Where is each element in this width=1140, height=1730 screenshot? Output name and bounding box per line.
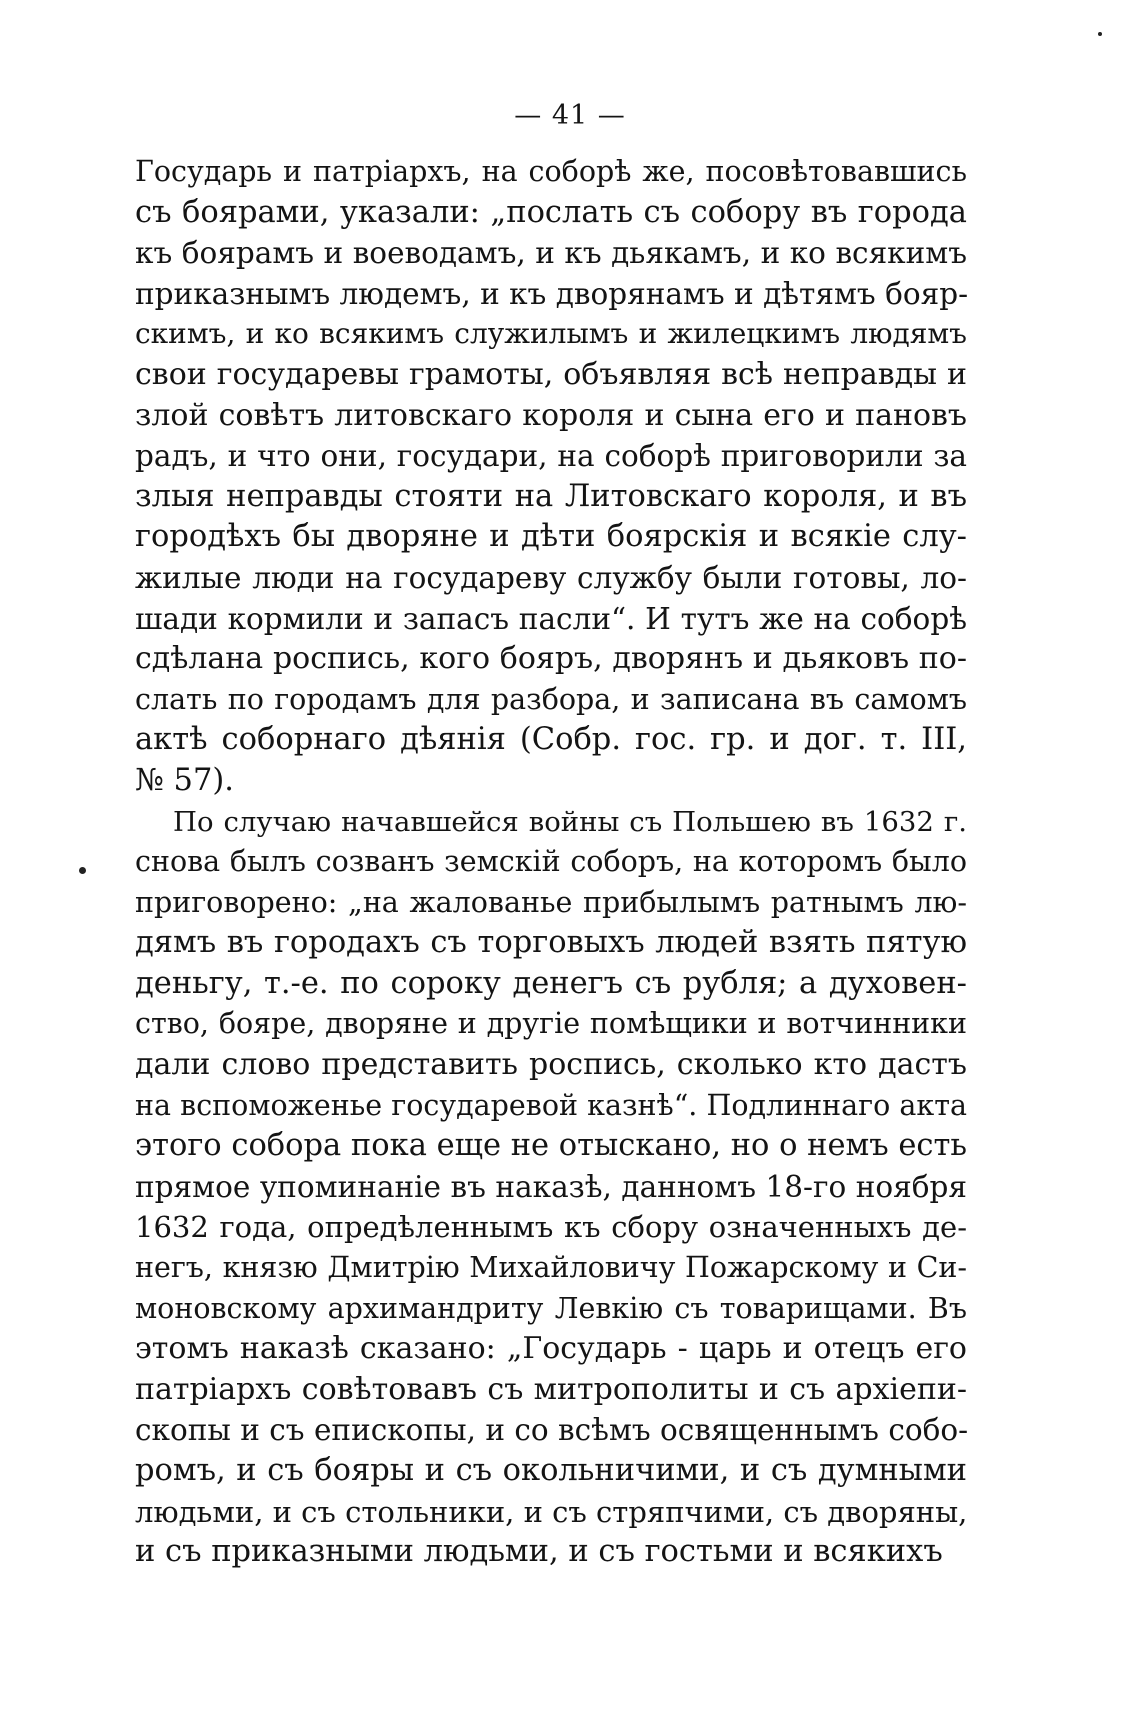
text-line: этого собора пока еще не отыскано, но о немъ есть <box>135 1128 967 1164</box>
text-line: шади кормили и запасъ пасли“. И тутъ же на соборѣ <box>135 601 967 636</box>
text-line: актѣ соборнаго дѣянія (Собр. гос. гр. и дог. т. III, <box>135 722 967 758</box>
text-line: и съ приказными людьми, и съ гостьми и всякихъ <box>135 1534 943 1570</box>
text-line: Государь и патріархъ, на соборѣ же, посовѣтовавшись <box>135 155 967 188</box>
text-line: скимъ, и ко всякимъ служилымъ и жилецкимъ людямъ <box>135 317 967 351</box>
text-line: деньгу, т.-е. по сороку денегъ съ рубля; а духовен- <box>135 965 967 1001</box>
text-line: моновскому архимандриту Левкію съ товарищами. Въ <box>135 1291 967 1325</box>
text-line: 1632 года, опредѣленнымъ къ сбору означенныхъ де- <box>135 1210 967 1245</box>
text-line: скопы и съ епископы, и со всѣмъ освященнымъ собо- <box>135 1413 969 1448</box>
page-number: — 41 — <box>514 100 626 131</box>
text-line: приказнымъ людемъ, и къ дворянамъ и дѣтямъ бояр- <box>135 276 969 311</box>
text-line: людьми, и съ стольники, и съ стряпчими, съ дворяны, <box>135 1494 968 1529</box>
body-text <box>135 152 967 1573</box>
text-line: снова былъ созванъ земскій соборъ, на которомъ было <box>135 845 967 879</box>
text-line: слать по городамъ для разбора, и записана въ самомъ <box>135 682 967 716</box>
text-line: съ боярами, указали: „послать съ собору въ города <box>135 194 967 230</box>
text-line: приговорено: „на жалованье прибылымъ ратнымъ лю- <box>135 885 967 919</box>
text-line: злыя неправды стояти на Литовскаго короля, и въ <box>135 478 967 514</box>
text-line: къ боярамъ и воеводамъ, и къ дьякамъ, и ко всякимъ <box>135 236 967 271</box>
text-line: жилые люди на государеву службу были готовы, ло- <box>135 560 967 595</box>
paragraph <box>135 152 967 802</box>
text-line: патріархъ совѣтовавъ съ митрополиты и съ архіепи- <box>135 1371 967 1407</box>
text-line: на вспоможенье государевой казнѣ“. Подлиннаго акта <box>135 1088 967 1122</box>
text-line: № 57). <box>135 762 234 798</box>
text-line: этомъ наказѣ сказано: „Государь - царь и отецъ его <box>135 1331 967 1367</box>
text-line: дали слово представить роспись, сколько кто дастъ <box>135 1047 967 1083</box>
paragraph <box>135 802 967 1573</box>
scan-speck <box>79 867 86 874</box>
text-line: дямъ въ городахъ съ торговыхъ людей взять пятую <box>135 925 967 961</box>
text-line: негъ, князю Дмитрію Михайловичу Пожарскому и Си- <box>135 1251 967 1285</box>
text-line: По случаю начавшейся войны съ Польшею въ 1632 г. <box>173 805 967 838</box>
text-line: свои государевы грамоты, объявляя всѣ неправды и <box>135 356 967 392</box>
text-line: радъ, и что они, государи, на соборѣ приговорили за <box>135 439 967 474</box>
text-line: городѣхъ бы дворяне и дѣти боярскія и всякіе слу- <box>135 519 967 555</box>
text-line: ромъ, и съ бояры и съ окольничими, и съ думными <box>135 1453 967 1488</box>
text-line: прямое упоминаніе въ наказѣ, данномъ 18-го ноября <box>135 1169 967 1204</box>
text-line: сдѣлана роспись, кого бояръ, дворянъ и дьяковъ по- <box>135 641 967 677</box>
text-line: ство, бояре, дворяне и другіе помѣщики и вотчинники <box>135 1007 967 1041</box>
text-line: злой совѣтъ литовскаго короля и сына его и пановъ <box>135 397 967 433</box>
scan-speck <box>1098 32 1102 36</box>
